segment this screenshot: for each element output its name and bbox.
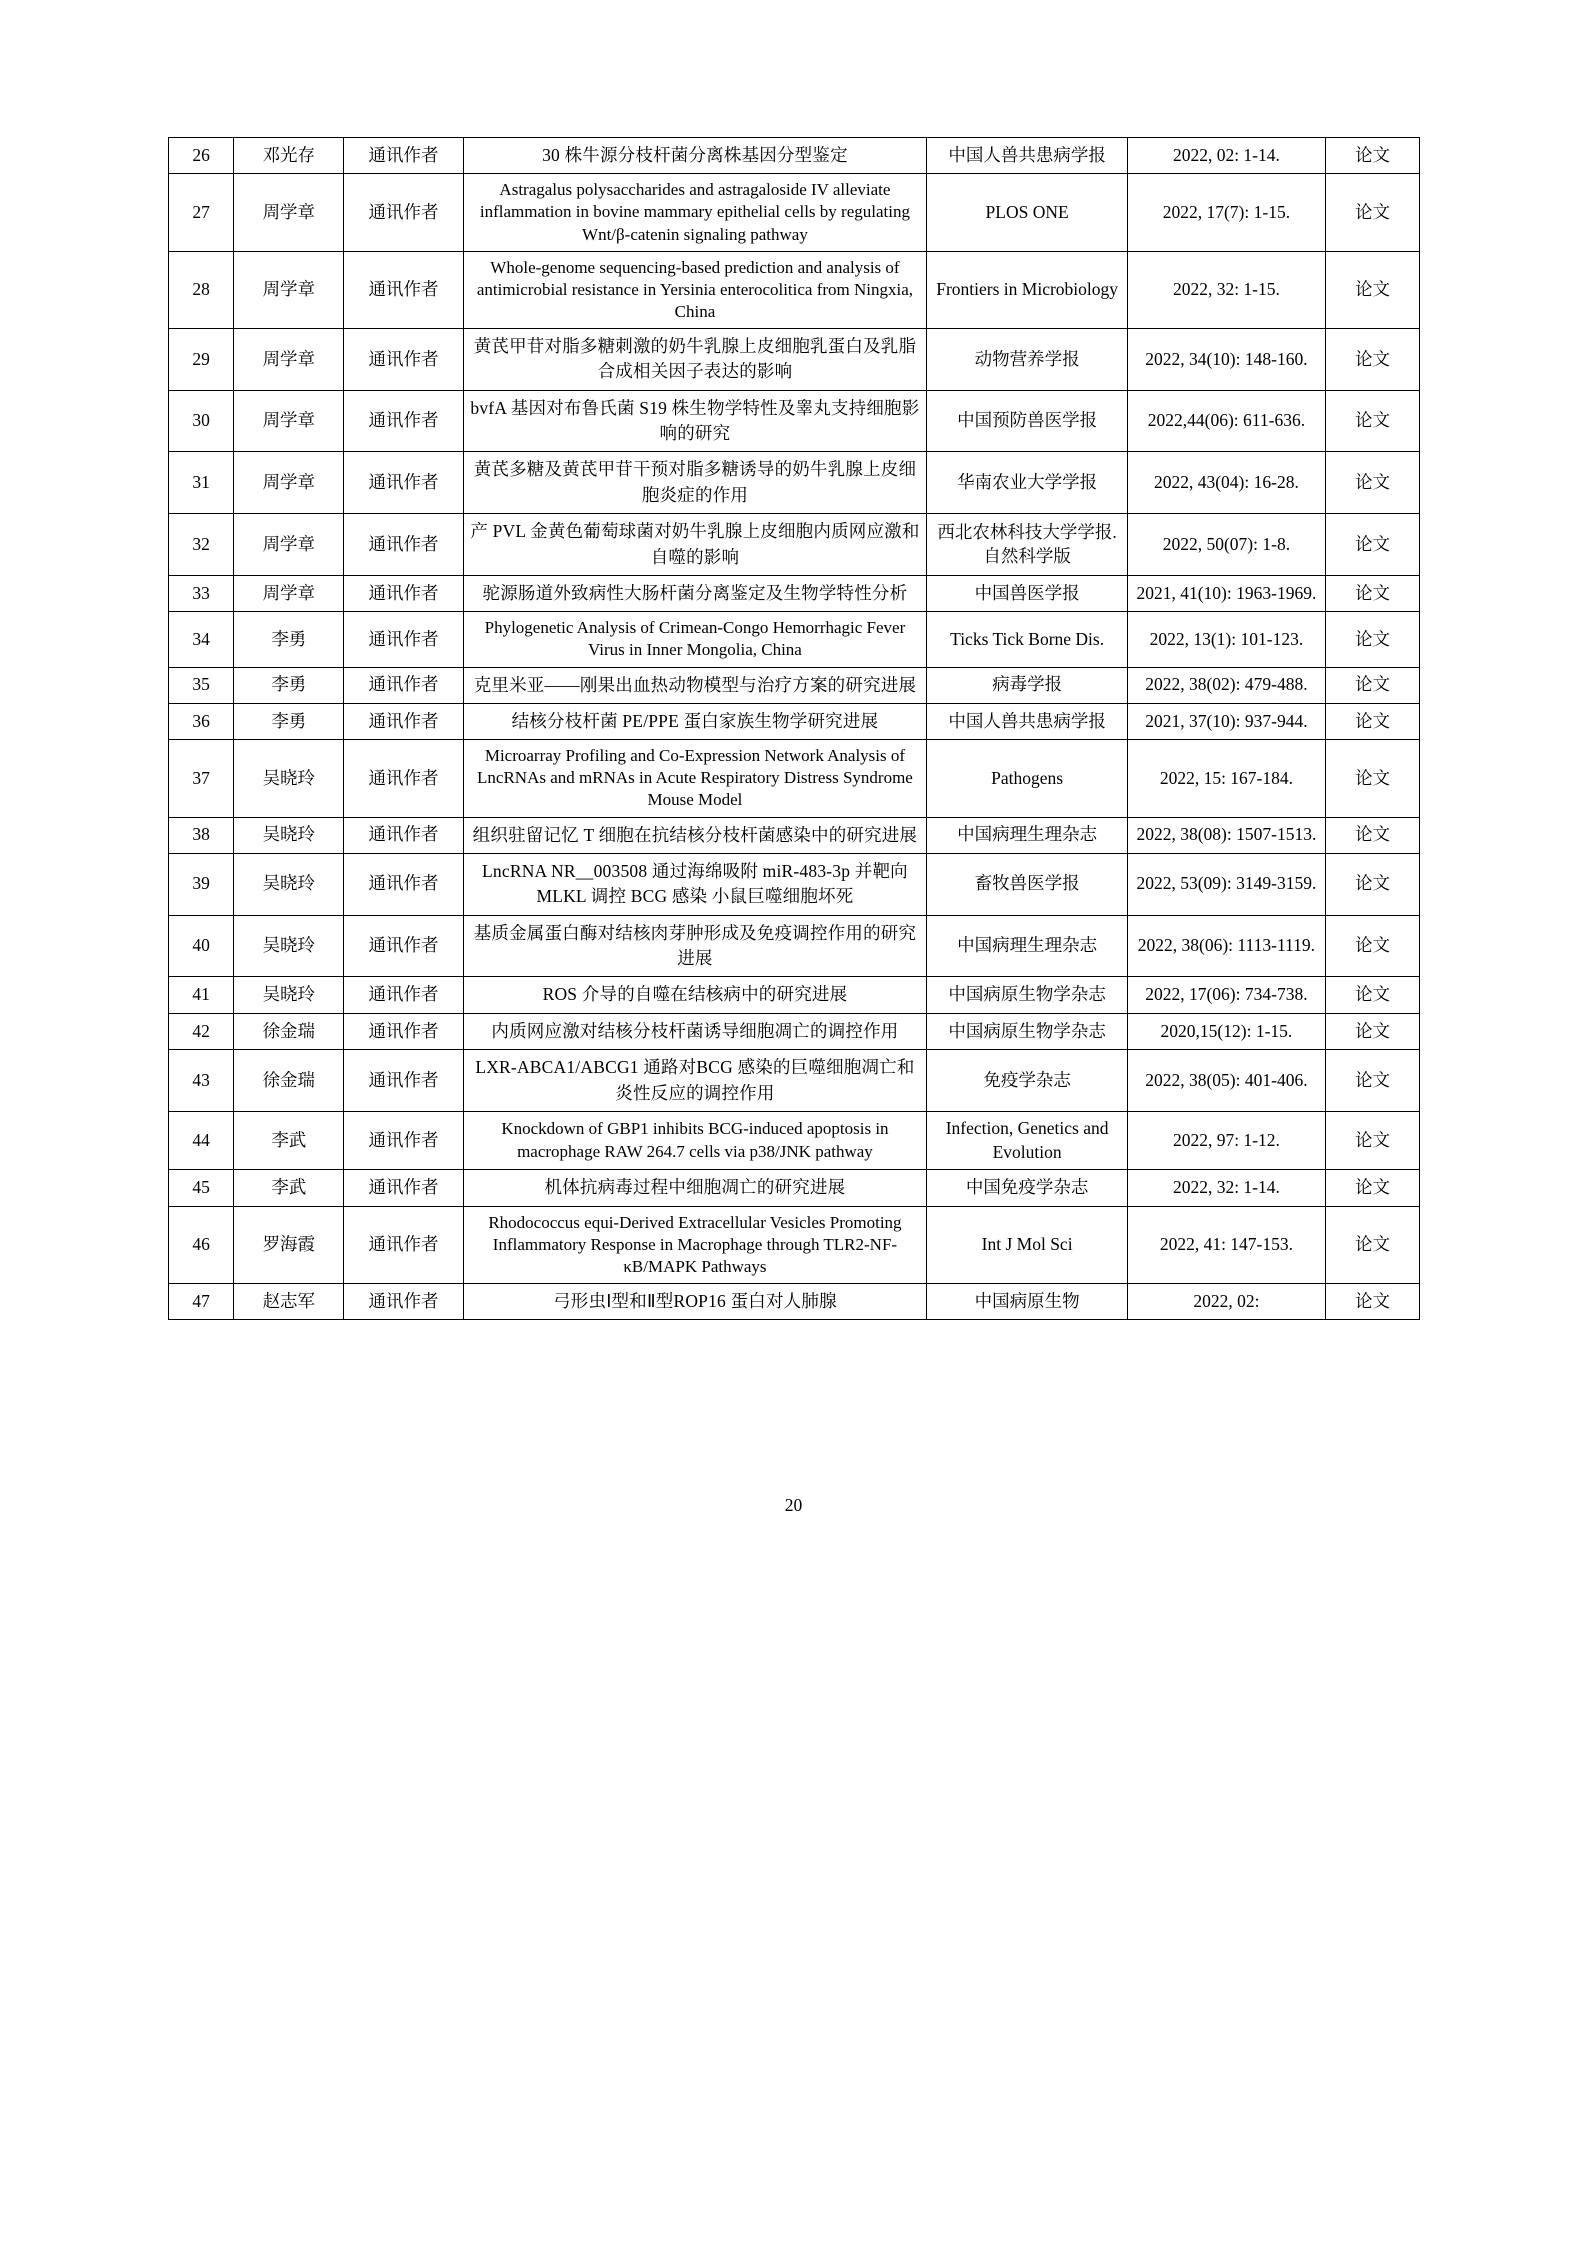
row-author-role: 通讯作者: [344, 328, 463, 390]
row-author: 周学章: [234, 575, 344, 611]
row-index: 30: [169, 390, 234, 452]
row-type: 论文: [1325, 390, 1419, 452]
row-index: 31: [169, 452, 234, 514]
table-row: [169, 251, 1420, 328]
table-row: [169, 1013, 1420, 1049]
row-journal: 中国病理生理杂志: [927, 817, 1128, 853]
row-index: 45: [169, 1170, 234, 1206]
row-title: Rhodococcus equi-Derived Extracellular Vesicles Promoting Inflammatory Response in Macrophage through TLR2-NF-κB/MAPK Pathways: [463, 1206, 927, 1283]
row-type: 论文: [1325, 740, 1419, 817]
row-title: bvfA 基因对布鲁氏菌 S19 株生物学特性及睾丸支持细胞影响的研究: [463, 390, 927, 452]
row-title: Knockdown of GBP1 inhibits BCG-induced apoptosis in macrophage RAW 264.7 cells via p38/JNK pathway: [463, 1111, 927, 1169]
row-author-role: 通讯作者: [344, 612, 463, 667]
row-index: 43: [169, 1050, 234, 1112]
row-type: 论文: [1325, 174, 1419, 251]
row-journal: 中国免疫学杂志: [927, 1170, 1128, 1206]
row-author: 吴晓玲: [234, 915, 344, 977]
row-title: LXR-ABCA1/ABCG1 通路对BCG 感染的巨噬细胞凋亡和炎性反应的调控作用: [463, 1050, 927, 1112]
row-issue: 2022, 15: 167-184.: [1127, 740, 1325, 817]
row-type: 论文: [1325, 667, 1419, 703]
row-journal: 病毒学报: [927, 667, 1128, 703]
row-author-role: 通讯作者: [344, 817, 463, 853]
row-journal: 西北农林科技大学学报. 自然科学版: [927, 514, 1128, 576]
row-issue: 2021, 37(10): 937-944.: [1127, 703, 1325, 739]
table-row: [169, 328, 1420, 390]
row-type: 论文: [1325, 612, 1419, 667]
table-row: [169, 1050, 1420, 1112]
row-issue: 2022, 50(07): 1-8.: [1127, 514, 1325, 576]
table-row: [169, 817, 1420, 853]
row-journal: 中国人兽共患病学报: [927, 138, 1128, 174]
row-type: 论文: [1325, 977, 1419, 1013]
row-author: 周学章: [234, 251, 344, 328]
row-issue: 2022, 97: 1-12.: [1127, 1111, 1325, 1169]
row-author: 吴晓玲: [234, 977, 344, 1013]
row-type: 论文: [1325, 703, 1419, 739]
row-author-role: 通讯作者: [344, 174, 463, 251]
row-author: 周学章: [234, 514, 344, 576]
row-author-role: 通讯作者: [344, 1050, 463, 1112]
table-row: [169, 612, 1420, 667]
row-author: 周学章: [234, 174, 344, 251]
row-index: 46: [169, 1206, 234, 1283]
row-issue: 2022,44(06): 611-636.: [1127, 390, 1325, 452]
row-issue: 2022, 17(06): 734-738.: [1127, 977, 1325, 1013]
row-author: 邓光存: [234, 138, 344, 174]
row-journal: 免疫学杂志: [927, 1050, 1128, 1112]
table-body: [169, 138, 1420, 1320]
row-issue: 2022, 34(10): 148-160.: [1127, 328, 1325, 390]
row-title: Microarray Profiling and Co-Expression Network Analysis of LncRNAs and mRNAs in Acute Respiratory Distress Syndrome Mouse Model: [463, 740, 927, 817]
row-author-role: 通讯作者: [344, 1111, 463, 1169]
publications-table-wrapper: [168, 137, 1420, 1320]
row-index: 40: [169, 915, 234, 977]
row-journal: 中国兽医学报: [927, 575, 1128, 611]
row-title: 驼源肠道外致病性大肠杆菌分离鉴定及生物学特性分析: [463, 575, 927, 611]
row-title: 弓形虫Ⅰ型和Ⅱ型ROP16 蛋白对人肺腺: [463, 1283, 927, 1319]
table-row: [169, 667, 1420, 703]
row-author: 吴晓玲: [234, 853, 344, 915]
row-issue: 2022, 17(7): 1-15.: [1127, 174, 1325, 251]
row-type: 论文: [1325, 138, 1419, 174]
row-journal: Int J Mol Sci: [927, 1206, 1128, 1283]
row-issue: 2022, 02: 1-14.: [1127, 138, 1325, 174]
row-index: 44: [169, 1111, 234, 1169]
row-author-role: 通讯作者: [344, 138, 463, 174]
table-row: [169, 390, 1420, 452]
row-title: Whole-genome sequencing-based prediction and analysis of antimicrobial resistance in Yersinia enterocolitica from Ningxia, China: [463, 251, 927, 328]
row-author-role: 通讯作者: [344, 390, 463, 452]
row-author: 李勇: [234, 612, 344, 667]
row-journal: Ticks Tick Borne Dis.: [927, 612, 1128, 667]
row-index: 27: [169, 174, 234, 251]
row-author-role: 通讯作者: [344, 1283, 463, 1319]
row-journal: 中国人兽共患病学报: [927, 703, 1128, 739]
row-index: 26: [169, 138, 234, 174]
row-index: 32: [169, 514, 234, 576]
row-author: 吴晓玲: [234, 817, 344, 853]
row-index: 38: [169, 817, 234, 853]
row-title: 黄芪甲苷对脂多糖刺激的奶牛乳腺上皮细胞乳蛋白及乳脂合成相关因子表达的影响: [463, 328, 927, 390]
row-author-role: 通讯作者: [344, 853, 463, 915]
table-row: [169, 575, 1420, 611]
row-author: 吴晓玲: [234, 740, 344, 817]
row-issue: 2022, 32: 1-15.: [1127, 251, 1325, 328]
row-issue: 2022, 38(06): 1113-1119.: [1127, 915, 1325, 977]
row-index: 42: [169, 1013, 234, 1049]
row-author-role: 通讯作者: [344, 575, 463, 611]
row-issue: 2022, 32: 1-14.: [1127, 1170, 1325, 1206]
row-title: 组织驻留记忆 T 细胞在抗结核分枝杆菌感染中的研究进展: [463, 817, 927, 853]
row-type: 论文: [1325, 514, 1419, 576]
table-row: [169, 138, 1420, 174]
row-journal: 华南农业大学学报: [927, 452, 1128, 514]
row-index: 37: [169, 740, 234, 817]
row-issue: 2022, 41: 147-153.: [1127, 1206, 1325, 1283]
row-index: 28: [169, 251, 234, 328]
row-type: 论文: [1325, 1050, 1419, 1112]
row-title: LncRNA NR__003508 通过海绵吸附 miR-483-3p 并靶向 MLKL 调控 BCG 感染 小鼠巨噬细胞坏死: [463, 853, 927, 915]
row-author: 李武: [234, 1111, 344, 1169]
row-type: 论文: [1325, 853, 1419, 915]
row-author: 周学章: [234, 328, 344, 390]
row-type: 论文: [1325, 1111, 1419, 1169]
table-row: [169, 1170, 1420, 1206]
row-title: Astragalus polysaccharides and astragaloside IV alleviate inflammation in bovine mammary epithelial cells by regulating Wnt/β-catenin signaling pathway: [463, 174, 927, 251]
publications-table: [168, 137, 1420, 1320]
row-title: Phylogenetic Analysis of Crimean-Congo Hemorrhagic Fever Virus in Inner Mongolia, China: [463, 612, 927, 667]
row-index: 35: [169, 667, 234, 703]
row-author-role: 通讯作者: [344, 452, 463, 514]
row-title: 结核分枝杆菌 PE/PPE 蛋白家族生物学研究进展: [463, 703, 927, 739]
table-row: [169, 740, 1420, 817]
row-index: 41: [169, 977, 234, 1013]
row-journal: 动物营养学报: [927, 328, 1128, 390]
row-title: 30 株牛源分枝杆菌分离株基因分型鉴定: [463, 138, 927, 174]
row-issue: 2020,15(12): 1-15.: [1127, 1013, 1325, 1049]
row-issue: 2022, 43(04): 16-28.: [1127, 452, 1325, 514]
row-author-role: 通讯作者: [344, 1206, 463, 1283]
table-row: [169, 1206, 1420, 1283]
row-author: 徐金瑞: [234, 1050, 344, 1112]
row-type: 论文: [1325, 575, 1419, 611]
row-type: 论文: [1325, 251, 1419, 328]
table-row: [169, 1283, 1420, 1319]
table-row: [169, 977, 1420, 1013]
row-title: 机体抗病毒过程中细胞凋亡的研究进展: [463, 1170, 927, 1206]
row-author: 李武: [234, 1170, 344, 1206]
row-author-role: 通讯作者: [344, 1013, 463, 1049]
row-author-role: 通讯作者: [344, 514, 463, 576]
row-author: 李勇: [234, 703, 344, 739]
row-author: 周学章: [234, 390, 344, 452]
row-type: 论文: [1325, 817, 1419, 853]
row-index: 47: [169, 1283, 234, 1319]
row-author-role: 通讯作者: [344, 667, 463, 703]
row-type: 论文: [1325, 1206, 1419, 1283]
row-author-role: 通讯作者: [344, 1170, 463, 1206]
table-row: [169, 452, 1420, 514]
row-journal: 中国病原生物: [927, 1283, 1128, 1319]
table-row: [169, 174, 1420, 251]
row-author-role: 通讯作者: [344, 915, 463, 977]
row-journal: Pathogens: [927, 740, 1128, 817]
row-journal: Frontiers in Microbiology: [927, 251, 1128, 328]
row-author-role: 通讯作者: [344, 740, 463, 817]
row-title: 产 PVL 金黄色葡萄球菌对奶牛乳腺上皮细胞内质网应激和自噬的影响: [463, 514, 927, 576]
row-type: 论文: [1325, 328, 1419, 390]
row-type: 论文: [1325, 1013, 1419, 1049]
table-row: [169, 703, 1420, 739]
row-type: 论文: [1325, 915, 1419, 977]
row-index: 36: [169, 703, 234, 739]
row-author-role: 通讯作者: [344, 251, 463, 328]
table-row: [169, 514, 1420, 576]
table-row: [169, 853, 1420, 915]
row-issue: 2022, 38(08): 1507-1513.: [1127, 817, 1325, 853]
row-type: 论文: [1325, 1283, 1419, 1319]
row-index: 29: [169, 328, 234, 390]
row-type: 论文: [1325, 1170, 1419, 1206]
table-row: [169, 915, 1420, 977]
row-journal: 中国预防兽医学报: [927, 390, 1128, 452]
row-index: 39: [169, 853, 234, 915]
row-journal: PLOS ONE: [927, 174, 1128, 251]
row-issue: 2022, 38(05): 401-406.: [1127, 1050, 1325, 1112]
row-journal: 中国病理生理杂志: [927, 915, 1128, 977]
row-author: 罗海霞: [234, 1206, 344, 1283]
row-issue: 2022, 53(09): 3149-3159.: [1127, 853, 1325, 915]
row-issue: 2022, 13(1): 101-123.: [1127, 612, 1325, 667]
row-author: 赵志军: [234, 1283, 344, 1319]
row-author-role: 通讯作者: [344, 977, 463, 1013]
row-journal: Infection, Genetics and Evolution: [927, 1111, 1128, 1169]
row-issue: 2021, 41(10): 1963-1969.: [1127, 575, 1325, 611]
row-journal: 中国病原生物学杂志: [927, 977, 1128, 1013]
row-index: 34: [169, 612, 234, 667]
row-title: 黄芪多糖及黄芪甲苷干预对脂多糖诱导的奶牛乳腺上皮细胞炎症的作用: [463, 452, 927, 514]
page-number: 20: [784, 1495, 803, 1515]
row-author: 徐金瑞: [234, 1013, 344, 1049]
row-author: 李勇: [234, 667, 344, 703]
row-title: ROS 介导的自噬在结核病中的研究进展: [463, 977, 927, 1013]
row-journal: 中国病原生物学杂志: [927, 1013, 1128, 1049]
row-author-role: 通讯作者: [344, 703, 463, 739]
row-issue: 2022, 38(02): 479-488.: [1127, 667, 1325, 703]
row-type: 论文: [1325, 452, 1419, 514]
row-title: 基质金属蛋白酶对结核肉芽肿形成及免疫调控作用的研究进展: [463, 915, 927, 977]
row-journal: 畜牧兽医学报: [927, 853, 1128, 915]
table-row: [169, 1111, 1420, 1169]
row-index: 33: [169, 575, 234, 611]
row-title: 克里米亚——刚果出血热动物模型与治疗方案的研究进展: [463, 667, 927, 703]
row-author: 周学章: [234, 452, 344, 514]
row-issue: 2022, 02:: [1127, 1283, 1325, 1319]
row-title: 内质网应激对结核分枝杆菌诱导细胞凋亡的调控作用: [463, 1013, 927, 1049]
